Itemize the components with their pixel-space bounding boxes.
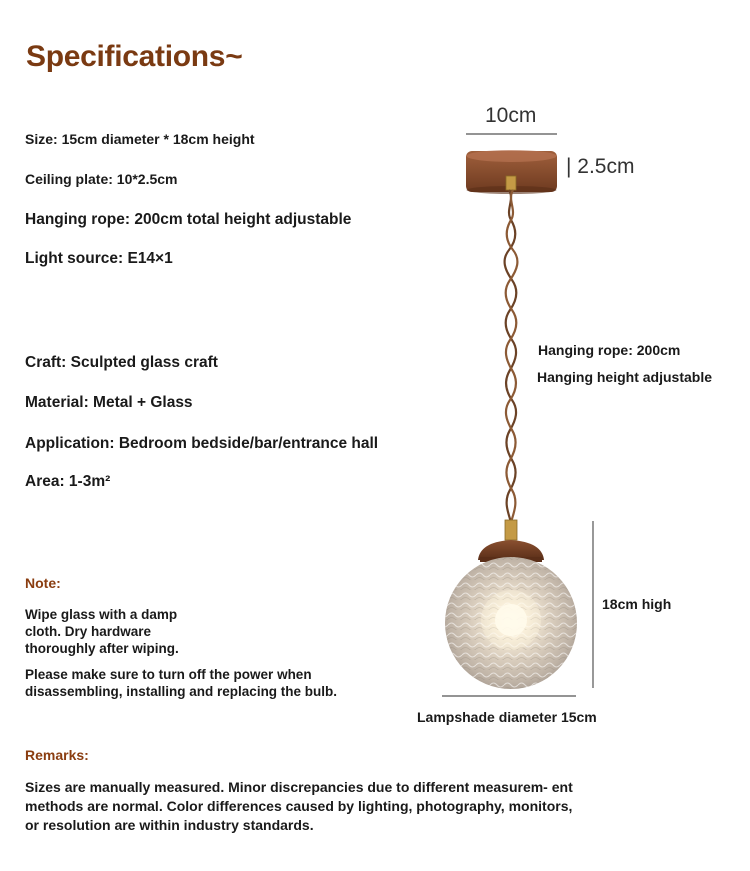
shade-diameter-label: Lampshade diameter 15cm	[417, 709, 597, 725]
note-line-1: Wipe glass with a damp	[25, 607, 178, 622]
spec-material: Material: Metal + Glass	[25, 394, 193, 411]
spec-size: Size: 15cm diameter * 18cm height	[25, 131, 255, 147]
twisted-cord	[505, 190, 518, 522]
spec-craft: Craft: Sculpted glass craft	[25, 354, 218, 371]
spec-area: Area: 1-3m²	[25, 473, 111, 490]
glass-globe	[445, 557, 577, 689]
rope-label: Hanging rope: 200cm	[538, 342, 681, 358]
spec-application: Application: Bedroom bedside/bar/entrance hall	[25, 435, 379, 452]
plate-width-label: 10cm	[485, 104, 537, 127]
spec-light-source: Light source: E14×1	[25, 250, 173, 267]
remarks-heading: Remarks:	[25, 747, 89, 763]
spec-hanging-rope: Hanging rope: 200cm total height adjustable	[25, 211, 352, 228]
note-line-5: disassembling, installing and replacing the bulb.	[25, 684, 338, 699]
page-title: Specifications~	[26, 40, 243, 73]
rope-adjust-label: Hanging height adjustable	[537, 369, 713, 385]
note-line-4: Please make sure to turn off the power when	[25, 667, 312, 682]
spec-ceiling-plate: Ceiling plate: 10*2.5cm	[25, 171, 178, 187]
plate-height-label: | 2.5cm	[566, 155, 635, 178]
note-heading: Note:	[25, 575, 61, 591]
remarks-text: Sizes are manually measured. Minor discrepancies due to different measurem- ent methods are normal. Color differences caused by lighting, photography, monitors, or resolution are within industry standards.	[25, 779, 573, 833]
note-line-2: cloth. Dry hardware	[25, 624, 152, 639]
note-line-3: thoroughly after wiping.	[25, 641, 179, 656]
shade-height-label: 18cm high	[602, 596, 672, 612]
plate-fitting	[506, 176, 516, 190]
socket-brass	[505, 520, 517, 540]
